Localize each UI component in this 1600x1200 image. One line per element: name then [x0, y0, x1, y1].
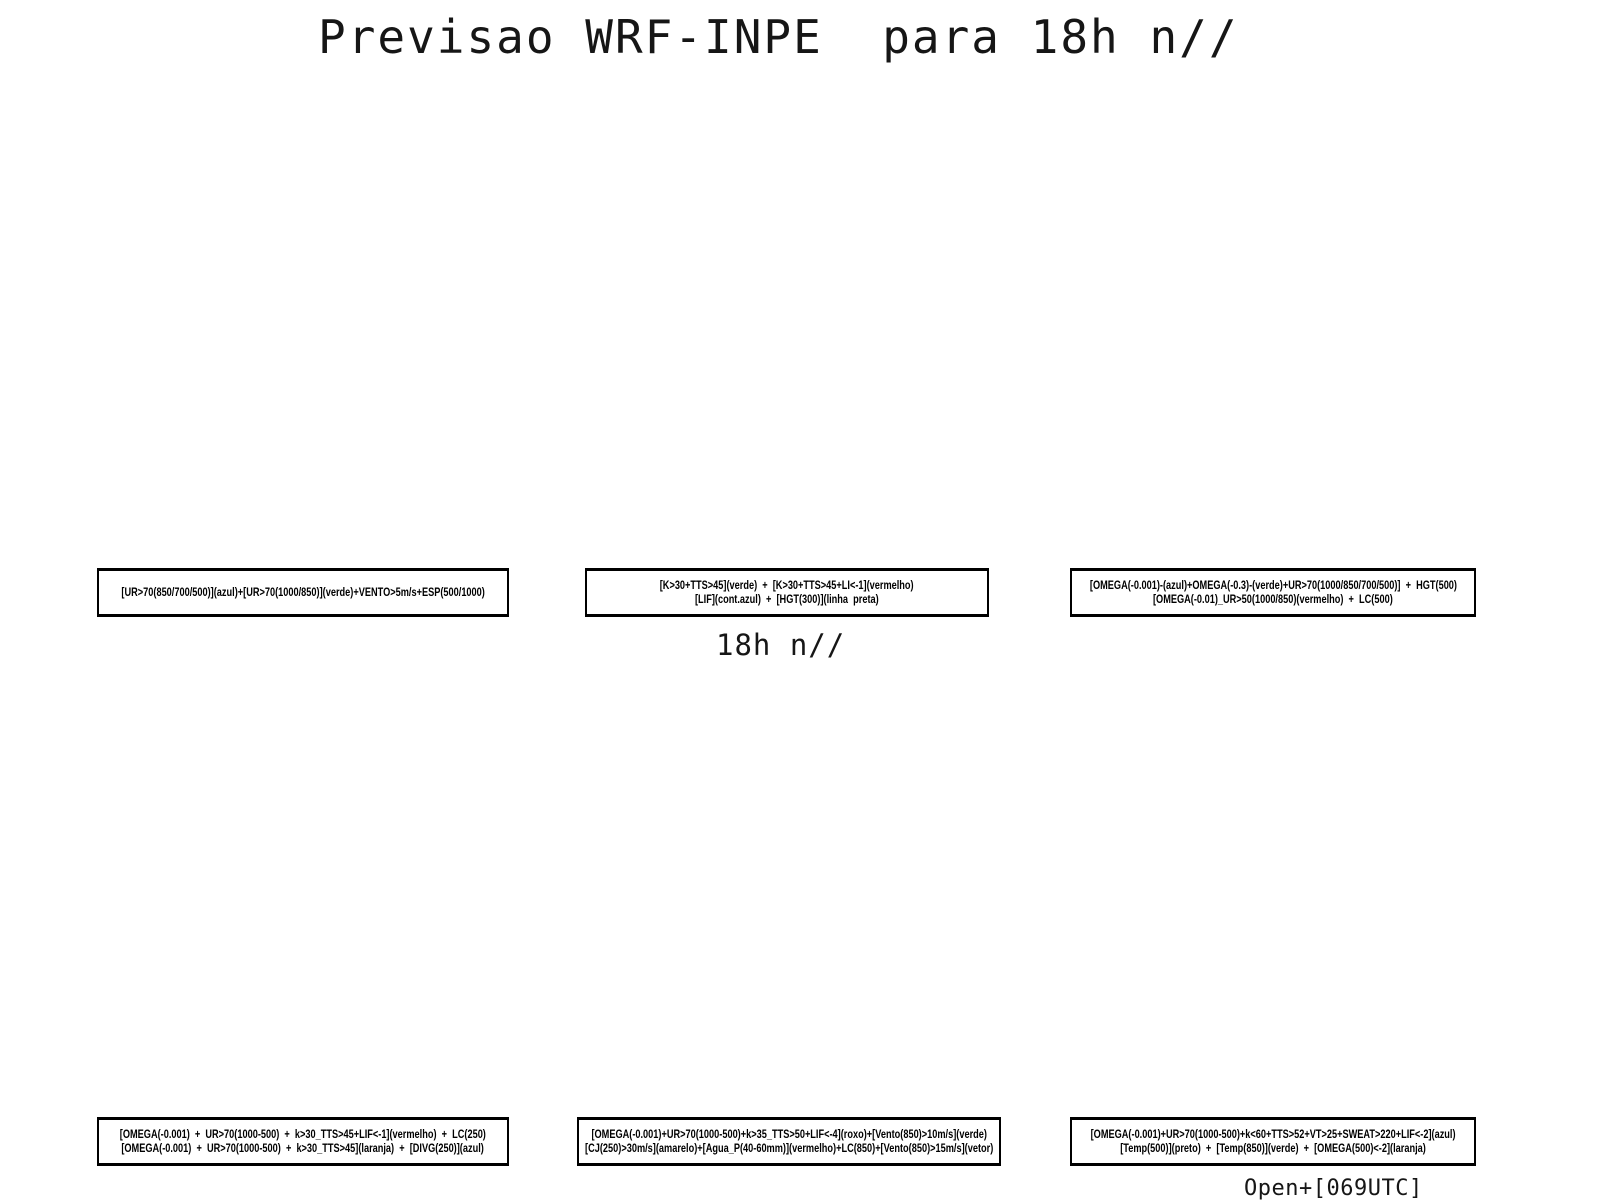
legend-line: [OMEGA(-0.01)_UR>50(1000/850)(vermelho) + LC(500)	[1153, 593, 1393, 606]
legend-box-top-right	[1070, 568, 1476, 617]
legend-line: [OMEGA(-0.001)+UR>70(1000-500)+k<60+TTS>52+VT>25+SWEAT>220+LIF<-2](azul)	[1090, 1128, 1456, 1141]
legend-line: [LIF](cont.azul) + [HGT(300)](linha preta)	[695, 593, 879, 606]
legend-line: [OMEGA(-0.001)-(azul)+OMEGA(-0.3)-(verde)+UR>70(1000/850/700/500)] + HGT(500)	[1089, 579, 1457, 592]
legend-box-top-left	[97, 568, 509, 617]
center-time-label: 18h n//	[716, 628, 846, 662]
legend-line: [OMEGA(-0.001) + UR>70(1000-500) + k>30_TTS>45](laranja) + [DIVG(250)](azul)	[121, 1142, 485, 1155]
footer-run-label: Open+[069UTC]	[1244, 1176, 1423, 1200]
legend-line: [Temp(500)](preto) + [Temp(850)](verde) + [OMEGA(500)<-2](laranja)	[1120, 1142, 1426, 1155]
legend-box-top-center	[585, 568, 989, 617]
legend-line: [OMEGA(-0.001) + UR>70(1000-500) + k>30_TTS>45+LIF<-1](vermelho) + LC(250)	[119, 1128, 487, 1141]
page-title: Previsao WRF-INPE para 18h n//	[318, 10, 1239, 64]
legend-box-bottom-left	[97, 1117, 509, 1166]
legend-line: [UR>70(850/700/500)](azul)+[UR>70(1000/850)](verde)+VENTO>5m/s+ESP(500/1000)	[121, 586, 485, 599]
legend-line: [OMEGA(-0.001)+UR>70(1000-500)+k>35_TTS>50+LIF<-4](roxo)+[Vento(850)>10m/s](verde)	[591, 1128, 987, 1141]
legend-line: [K>30+TTS>45](verde) + [K>30+TTS>45+LI<-1](vermelho)	[660, 579, 914, 592]
legend-line: [CJ(250)>30m/s](amarelo)+[Agua_P(40-60mm)](vermelho)+LC(850)+[Vento(850)>15m/s](vetor)	[584, 1142, 994, 1155]
legend-box-bottom-right	[1070, 1117, 1476, 1166]
legend-box-bottom-center	[577, 1117, 1001, 1166]
